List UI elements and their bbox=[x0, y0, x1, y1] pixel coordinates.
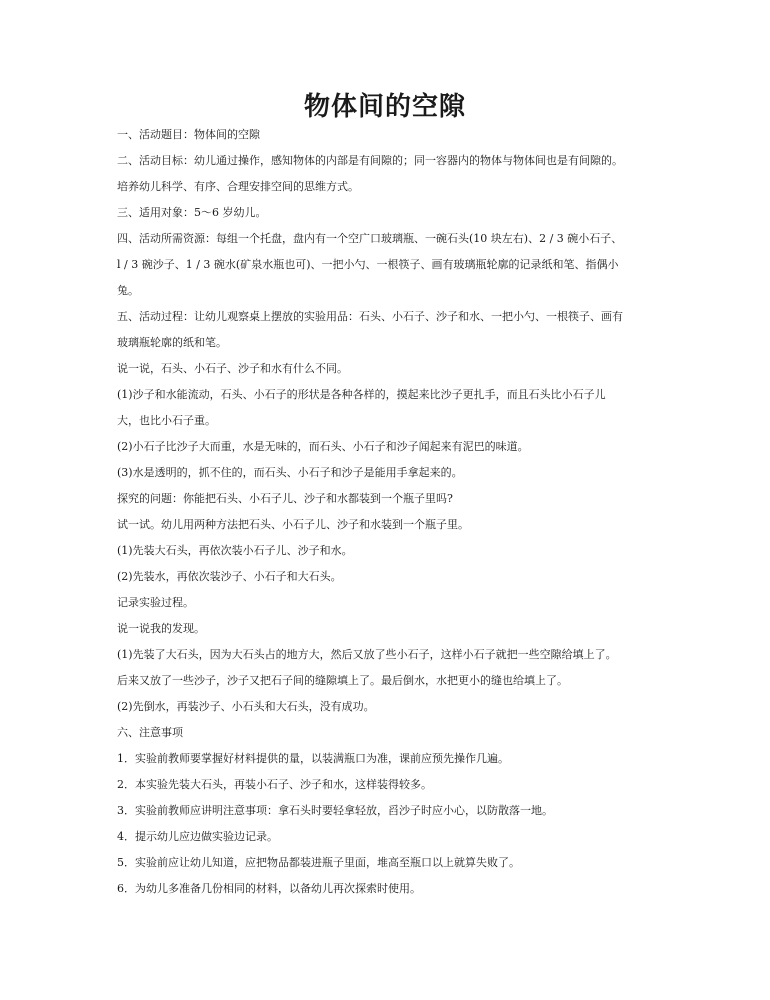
text-line: 大，也比小石子重。 bbox=[117, 414, 216, 427]
text-line: 4．提示幼儿应边做实验边记录。 bbox=[117, 830, 278, 843]
text-line: 说一说，石头、小石子、沙子和水有什么不同。 bbox=[117, 362, 348, 375]
text-line: 玻璃瓶轮廓的纸和笔。 bbox=[117, 336, 227, 349]
text-line: 试一试。幼儿用两种方法把石头、小石子儿、沙子和水装到一个瓶子里。 bbox=[117, 518, 469, 531]
text-line: 后来又放了一些沙子，沙子又把石子间的缝隙填上了。最后倒水，水把更小的缝也给填上了。 bbox=[117, 674, 568, 687]
text-line: (1)先装大石头，再依次装小石子儿、沙子和水。 bbox=[117, 544, 353, 557]
text-line: 兔。 bbox=[117, 284, 139, 297]
text-line: (2)先装水，再依次装沙子、小石子和大石头。 bbox=[117, 570, 342, 583]
text-line: 2．本实验先装大石头，再装小石子、沙子和水，这样装得较多。 bbox=[117, 778, 432, 791]
text-line: (1)沙子和水能流动，石头、小石子的形状是各种各样的，摸起来比沙子更扎手，而且石头比小石子儿 bbox=[117, 388, 606, 401]
text-line: 6．为幼儿多准备几份相同的材料，以备幼儿再次探索时使用。 bbox=[117, 882, 421, 895]
text-line: 说一说我的发现。 bbox=[117, 622, 205, 635]
text-line: 3．实验前教师应讲明注意事项：拿石头时要轻拿轻放，舀沙子时应小心，以防散落一地。 bbox=[117, 804, 553, 817]
document-title: 物体间的空隙 bbox=[303, 92, 466, 122]
text-line: 1．实验前教师要掌握好材料提供的量，以装满瓶口为准，课前应预先操作几遍。 bbox=[117, 752, 509, 765]
text-line: (2)小石子比沙子大而重，水是无味的，而石头、小石子和沙子闻起来有泥巴的味道。 bbox=[117, 440, 529, 453]
document-body bbox=[117, 125, 662, 905]
text-line: 二、活动目标：幼儿通过操作，感知物体的内部是有间隙的；同一容器内的物体与物体间也是有间隙的。 bbox=[117, 154, 623, 167]
text-line: (1)先装了大石头，因为大石头占的地方大，然后又放了些小石子，这样小石子就把一些空隙给填上了。 bbox=[117, 648, 617, 661]
text-line: 一、活动题目：物体间的空隙 bbox=[117, 128, 260, 141]
text-line: 5．实验前应让幼儿知道，应把物品都装进瓶子里面，堆高至瓶口以上就算失败了。 bbox=[117, 856, 520, 869]
text-line: 三、适用对象：5～6 岁幼儿。 bbox=[117, 206, 267, 219]
text-line: 记录实验过程。 bbox=[117, 596, 194, 609]
text-line: (3)水是透明的，抓不住的，而石头、小石子和沙子是能用手拿起来的。 bbox=[117, 466, 463, 479]
text-line: 探究的问题：你能把石头、小石子儿、沙子和水都装到一个瓶子里吗? bbox=[117, 492, 453, 505]
text-line: 四、活动所需资源：每组一个托盘，盘内有一个空广口玻璃瓶、一碗石头(10 块左右)、2 / 3 碗小石子、 bbox=[117, 232, 623, 245]
text-line: 六、注意事项 bbox=[117, 726, 183, 739]
text-line: 五、活动过程：让幼儿观察桌上摆放的实验用品：石头、小石子、沙子和水、一把小勺、一根筷子、画有 bbox=[117, 310, 623, 323]
text-line: l / 3 碗沙子、1 / 3 碗水(矿泉水瓶也可)、一把小勺、一根筷子、画有玻璃瓶轮廓的记录纸和笔、指偶小 bbox=[117, 258, 619, 271]
text-line: 培养幼儿科学、有序、合理安排空间的思维方式。 bbox=[117, 180, 359, 193]
text-line: (2)先倒水，再装沙子、小石头和大石头，没有成功。 bbox=[117, 700, 375, 713]
